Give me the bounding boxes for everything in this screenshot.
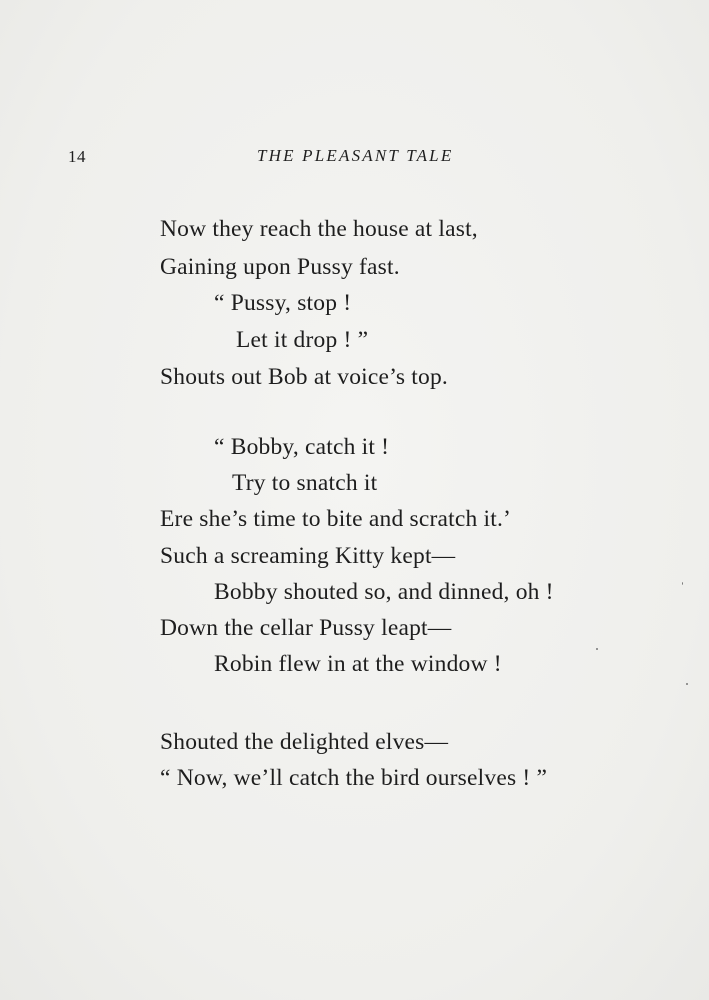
poem-line: Shouts out Bob at voice’s top. bbox=[160, 364, 448, 390]
poem-line: “ Now, we’ll catch the bird ourselves ! ” bbox=[160, 765, 548, 791]
page-number: 14 bbox=[68, 147, 86, 166]
print-speck bbox=[686, 683, 688, 685]
poem-line: Robin flew in at the window ! bbox=[214, 651, 502, 677]
poem-line: Try to snatch it bbox=[232, 470, 378, 496]
poem-line: Gaining upon Pussy fast. bbox=[160, 254, 400, 280]
print-speck bbox=[596, 648, 598, 650]
poem-line: Such a screaming Kitty kept— bbox=[160, 543, 456, 569]
poem-line: Let it drop ! ” bbox=[236, 327, 369, 353]
print-speck bbox=[682, 582, 683, 585]
poem-line: “ Bobby, catch it ! bbox=[214, 434, 390, 460]
poem-line: Now they reach the house at last, bbox=[160, 216, 478, 242]
running-title: THE PLEASANT TALE bbox=[257, 146, 454, 165]
poem-line: “ Pussy, stop ! bbox=[214, 290, 352, 316]
poem-line: Down the cellar Pussy leapt— bbox=[160, 615, 452, 641]
poem-line: Ere she’s time to bite and scratch it.’ bbox=[160, 506, 512, 532]
poem-line: Bobby shouted so, and dinned, oh ! bbox=[214, 579, 554, 605]
poem-line: Shouted the delighted elves— bbox=[160, 729, 449, 755]
